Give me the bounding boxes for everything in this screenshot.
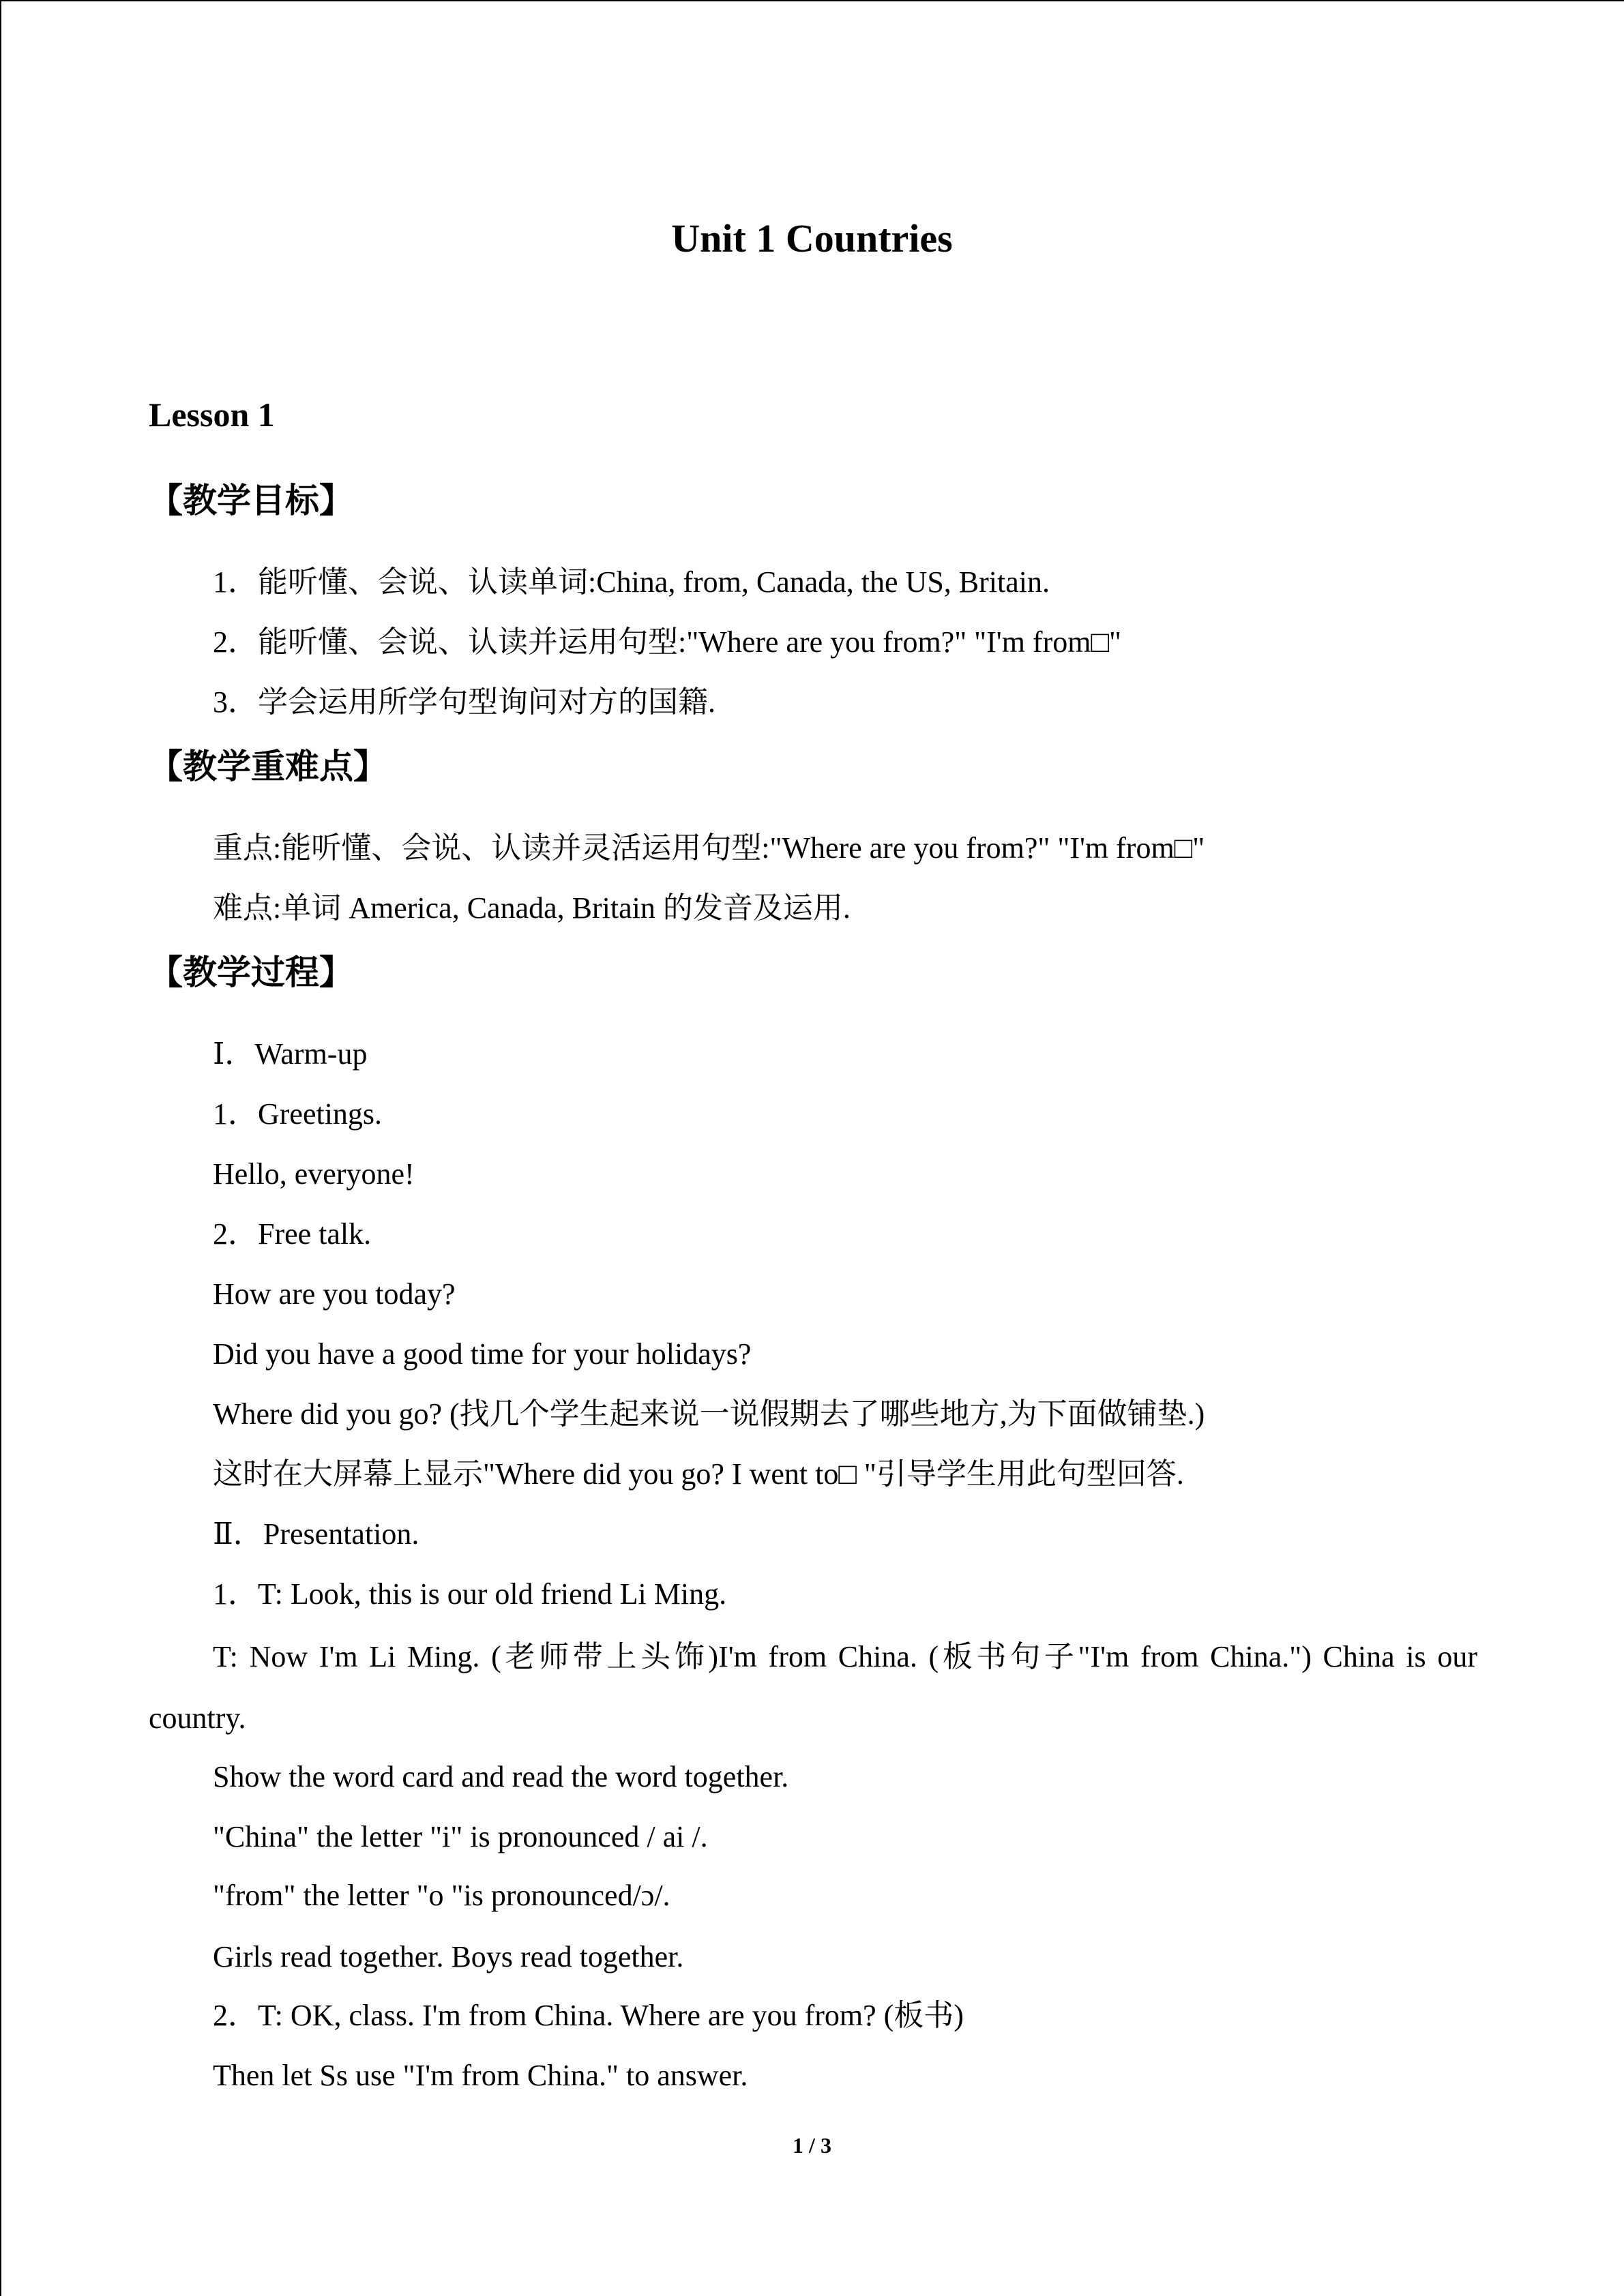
process-line: Hello, everyone!: [213, 1157, 415, 1191]
process-line: 这时在大屏幕上显示"Where did you go? I went to□ "引导学生用此句型回答.: [213, 1457, 1184, 1491]
process-line: Where did you go? (找几个学生起来说一说假期去了哪些地方,为下面做铺垫.): [213, 1397, 1205, 1431]
document-title: Unit 1 Countries: [671, 216, 953, 260]
section-heading-key-points: 【教学重难点】: [149, 747, 387, 786]
key-point-item: 重点:能听懂、会说、认读并灵活运用句型:"Where are you from?" "I'm from□": [213, 831, 1205, 865]
section-heading-objectives: 【教学目标】: [149, 481, 353, 520]
process-line: "from" the letter "o "is pronounced/ɔ/.: [213, 1879, 670, 1912]
section-heading-process: 【教学过程】: [149, 953, 353, 992]
process-line: Did you have a good time for your holidays?: [213, 1337, 752, 1371]
process-paragraph: T: Now I'm Li Ming. (老师带上头饰)I'm from China. (板书句子"I'm from China.") China is our country.: [149, 1640, 1477, 1735]
process-line: Girls read together. Boys read together.: [213, 1940, 684, 1973]
process-line: 1．Greetings.: [213, 1097, 383, 1131]
process-line: Ⅱ．Presentation.: [213, 1517, 419, 1551]
process-line: 1．T: Look, this is our old friend Li Ming.: [213, 1577, 727, 1611]
lesson-heading: Lesson 1: [149, 396, 275, 434]
process-line: 2．Free talk.: [213, 1217, 372, 1251]
page-number: 1 / 3: [793, 2133, 831, 2158]
objective-item: 2．能听懂、会说、认读并运用句型:"Where are you from?" "I'm from□": [213, 625, 1121, 659]
objective-item: 3．学会运用所学句型询问对方的国籍.: [213, 685, 715, 719]
objective-item: 1．能听懂、会说、认读单词:China, from, Canada, the US, Britain.: [213, 565, 1050, 599]
key-point-item: 难点:单词 America, Canada, Britain 的发音及运用.: [213, 891, 851, 925]
process-line: How are you today?: [213, 1277, 456, 1311]
process-line: 2．T: OK, class. I'm from China. Where are you from? (板书): [213, 1999, 964, 2032]
process-line: Show the word card and read the word together.: [213, 1760, 789, 1793]
process-line: Then let Ss use "I'm from China." to answer.: [213, 2059, 748, 2092]
process-line: Ⅰ．Warm-up: [213, 1037, 368, 1071]
process-line: "China" the letter "i" is pronounced / ai /.: [213, 1820, 708, 1853]
